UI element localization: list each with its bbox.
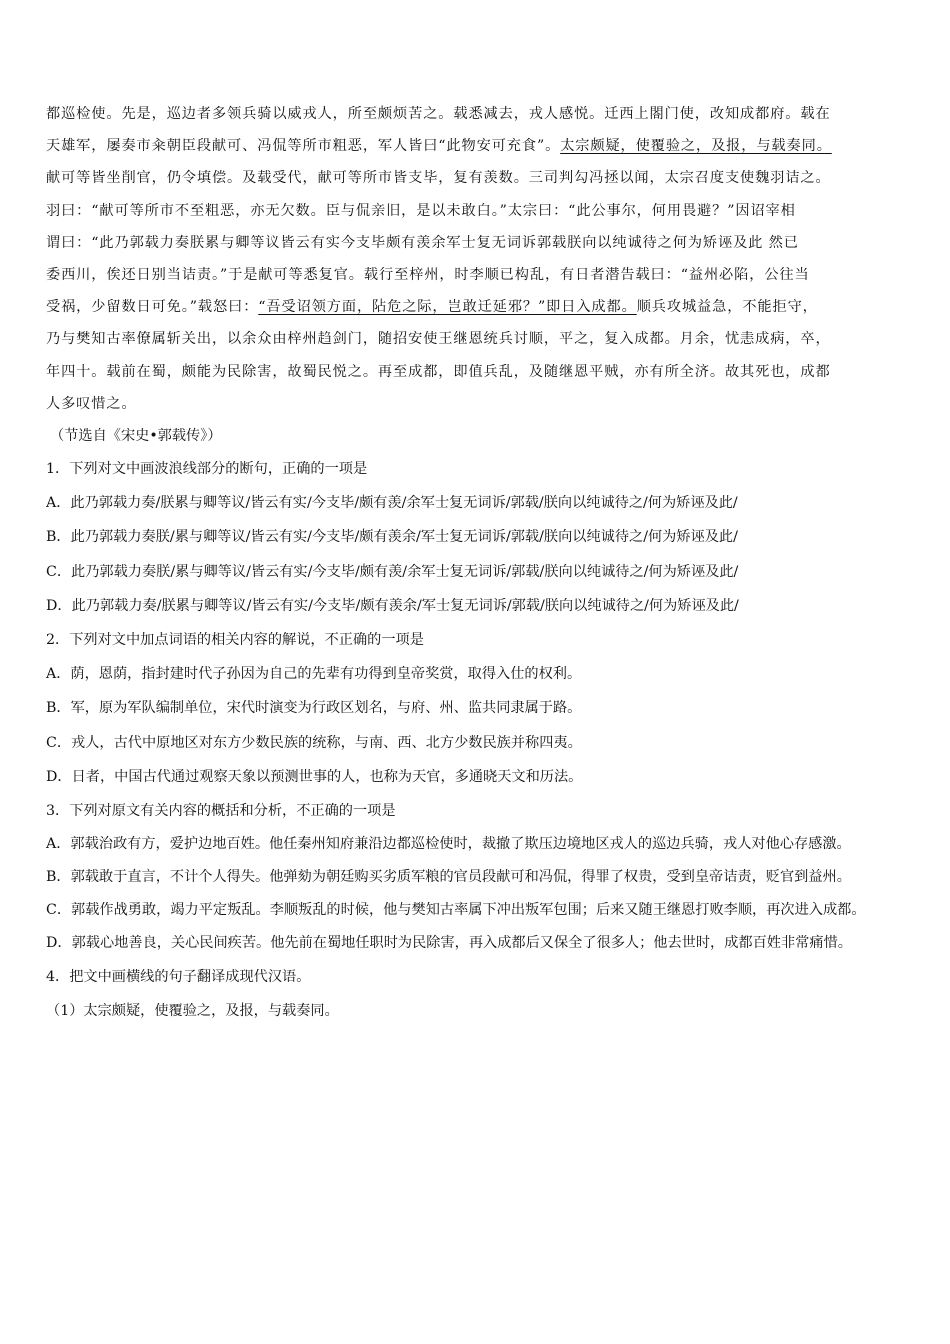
passage-line-wavy: 谓曰：“此乃郭载力奏朕累与卿等议皆云有实今支毕颇有羡余军士复无词诉郭载朕向以纯诚待之何为矫诬及此 然已: [46, 234, 799, 251]
passage-line: 乃与樊知古率僚属斩关出，以余众由梓州趋剑门，随招安使王继恩统兵讨顺，平之，复入成都。月余，忧恚成病，卒，: [46, 331, 831, 348]
option-b: B．军，原为军队编制单位，宋代时演变为行政区划名，与府、州、监共同隶属于路。: [46, 700, 582, 717]
option-a: A．郭载治政有方，爱护边地百姓。他任秦州知府兼沿边都巡检使时，裁撤了欺压边境地区戎人的巡边兵骑，戎人对他心存感激。: [46, 836, 851, 853]
option-b: B．郭载敢于直言，不计个人得失。他弹劾为朝廷购买劣质军粮的官员段献可和冯侃，得罪了权贵，受到皇帝诘责，贬官到益州。: [46, 869, 851, 886]
passage-line: 年四十。载前在蜀，颇能为民除害，故蜀民悦之。再至成都，即值兵乱，及随继恩平贼，亦有所全济。故其死也，成都: [46, 363, 831, 380]
question-stem: 3．下列对原文有关内容的概括和分析，不正确的一项是: [46, 803, 396, 820]
option-a: A．荫，恩荫，指封建时代子孙因为自己的先辈有功得到皇帝奖赏，取得入仕的权利。: [46, 666, 582, 683]
passage-line: 献可等皆坐削官，仍令填偿。及载受代，献可等所市皆支毕，复有羡数。三司判勾冯拯以闻，太宗召度支使魏羽诘之。: [46, 170, 831, 187]
passage-line: [46, 291, 912, 323]
question-4: [46, 960, 912, 1028]
question-stem: 4．把文中画横线的句子翻译成现代汉语。: [46, 969, 311, 986]
question-1: [46, 452, 912, 623]
passage-line: 羽曰：“献可等所市不至粗恶，亦无欠数。臣与侃亲旧，是以未敢白。”太宗曰：“此公事尔，何用畏避？”因诏宰相: [46, 202, 796, 219]
passage-line: 都巡检使。先是，巡边者多领兵骑以威戎人，所至颇烦苦之。载悉减去，戎人感悦。迁西上閤门使，改知成都府。载在: [46, 106, 831, 122]
document-page: [46, 98, 912, 1029]
option-c: C．戎人，古代中原地区对东方少数民族的统称，与南、西、北方少数民族并称四夷。: [46, 734, 582, 751]
passage-line: 委西川，俟还日别当诘责。”于是献可等悉复官。载行至梓州，时李顺已构乱，有日者潜告载曰：“益州必陷，公往当: [46, 267, 810, 284]
passage-text: 天雄军，屡奏市籴朝臣段献可、冯侃等所市粗恶，军人皆曰“此物安可充食”。: [46, 138, 561, 155]
passage-text: 受祸，少留数日可免。”载怒曰：: [46, 299, 259, 316]
option-c: C．此乃郭载力奏朕/累与卿等议/皆云有实/今支毕/颇有羡/余军士复无词诉/郭载/朕向以纯诚待之/何为矫诬及此/: [46, 563, 739, 580]
option-c: C．郭载作战勇敢，竭力平定叛乱。李顺叛乱的时候，他与樊知古率属下冲出叛军包围；后来又随王继恩打败李顺，再次进入成都。: [46, 902, 866, 919]
passage: [46, 98, 912, 420]
source-citation: （节选自《宋史•郭载传》）: [50, 428, 222, 445]
passage-line: 人多叹惜之。: [46, 395, 137, 412]
subquestion-1: （1）太宗颇疑，使覆验之，及报，与载奏同。: [46, 1003, 339, 1020]
option-d: D．郭载心地善良，关心民间疾苦。他先前在蜀地任职时为民除害，再入成都后又保全了很多人；他去世时，成都百姓非常痛惜。: [46, 935, 852, 952]
question-stem: 2．下列对文中加点词语的相关内容的解说，不正确的一项是: [46, 632, 424, 649]
underlined-sentence-2: “吾受诏领方面，阽危之际，岂敢迁延邪？”即日入成都。: [258, 299, 637, 316]
option-d: D．日者，中国古代通过观察天象以预测世事的人，也称为天官，多通晓天文和历法。: [46, 768, 583, 785]
question-stem: 1．下列对文中画波浪线部分的断句，正确的一项是: [46, 461, 368, 478]
question-2: [46, 623, 912, 794]
question-3: [46, 794, 912, 960]
option-a: A．此乃郭载力奏/朕累与卿等议/皆云有实/今支毕/颇有羡/余军士复无词诉/郭载/朕向以纯诚待之/何为矫诬及此/: [46, 495, 738, 512]
underlined-sentence-1: 太宗颇疑，使覆验之，及报，与载奏同。: [560, 138, 832, 155]
option-d: D．此乃郭载力奏/朕累与卿等议/皆云有实/今支毕/颇有羡余/军士复无词诉/郭载/朕向以纯诚待之/何为矫诬及此/: [46, 597, 739, 614]
passage-text: 顺兵攻城益急，不能拒守，: [636, 299, 818, 316]
option-b: B．此乃郭载力奏朕/累与卿等议/皆云有实/今支毕/颇有羡余/军士复无词诉/郭载/朕向以纯诚待之/何为矫诬及此/: [46, 529, 738, 546]
passage-line: [46, 130, 912, 162]
